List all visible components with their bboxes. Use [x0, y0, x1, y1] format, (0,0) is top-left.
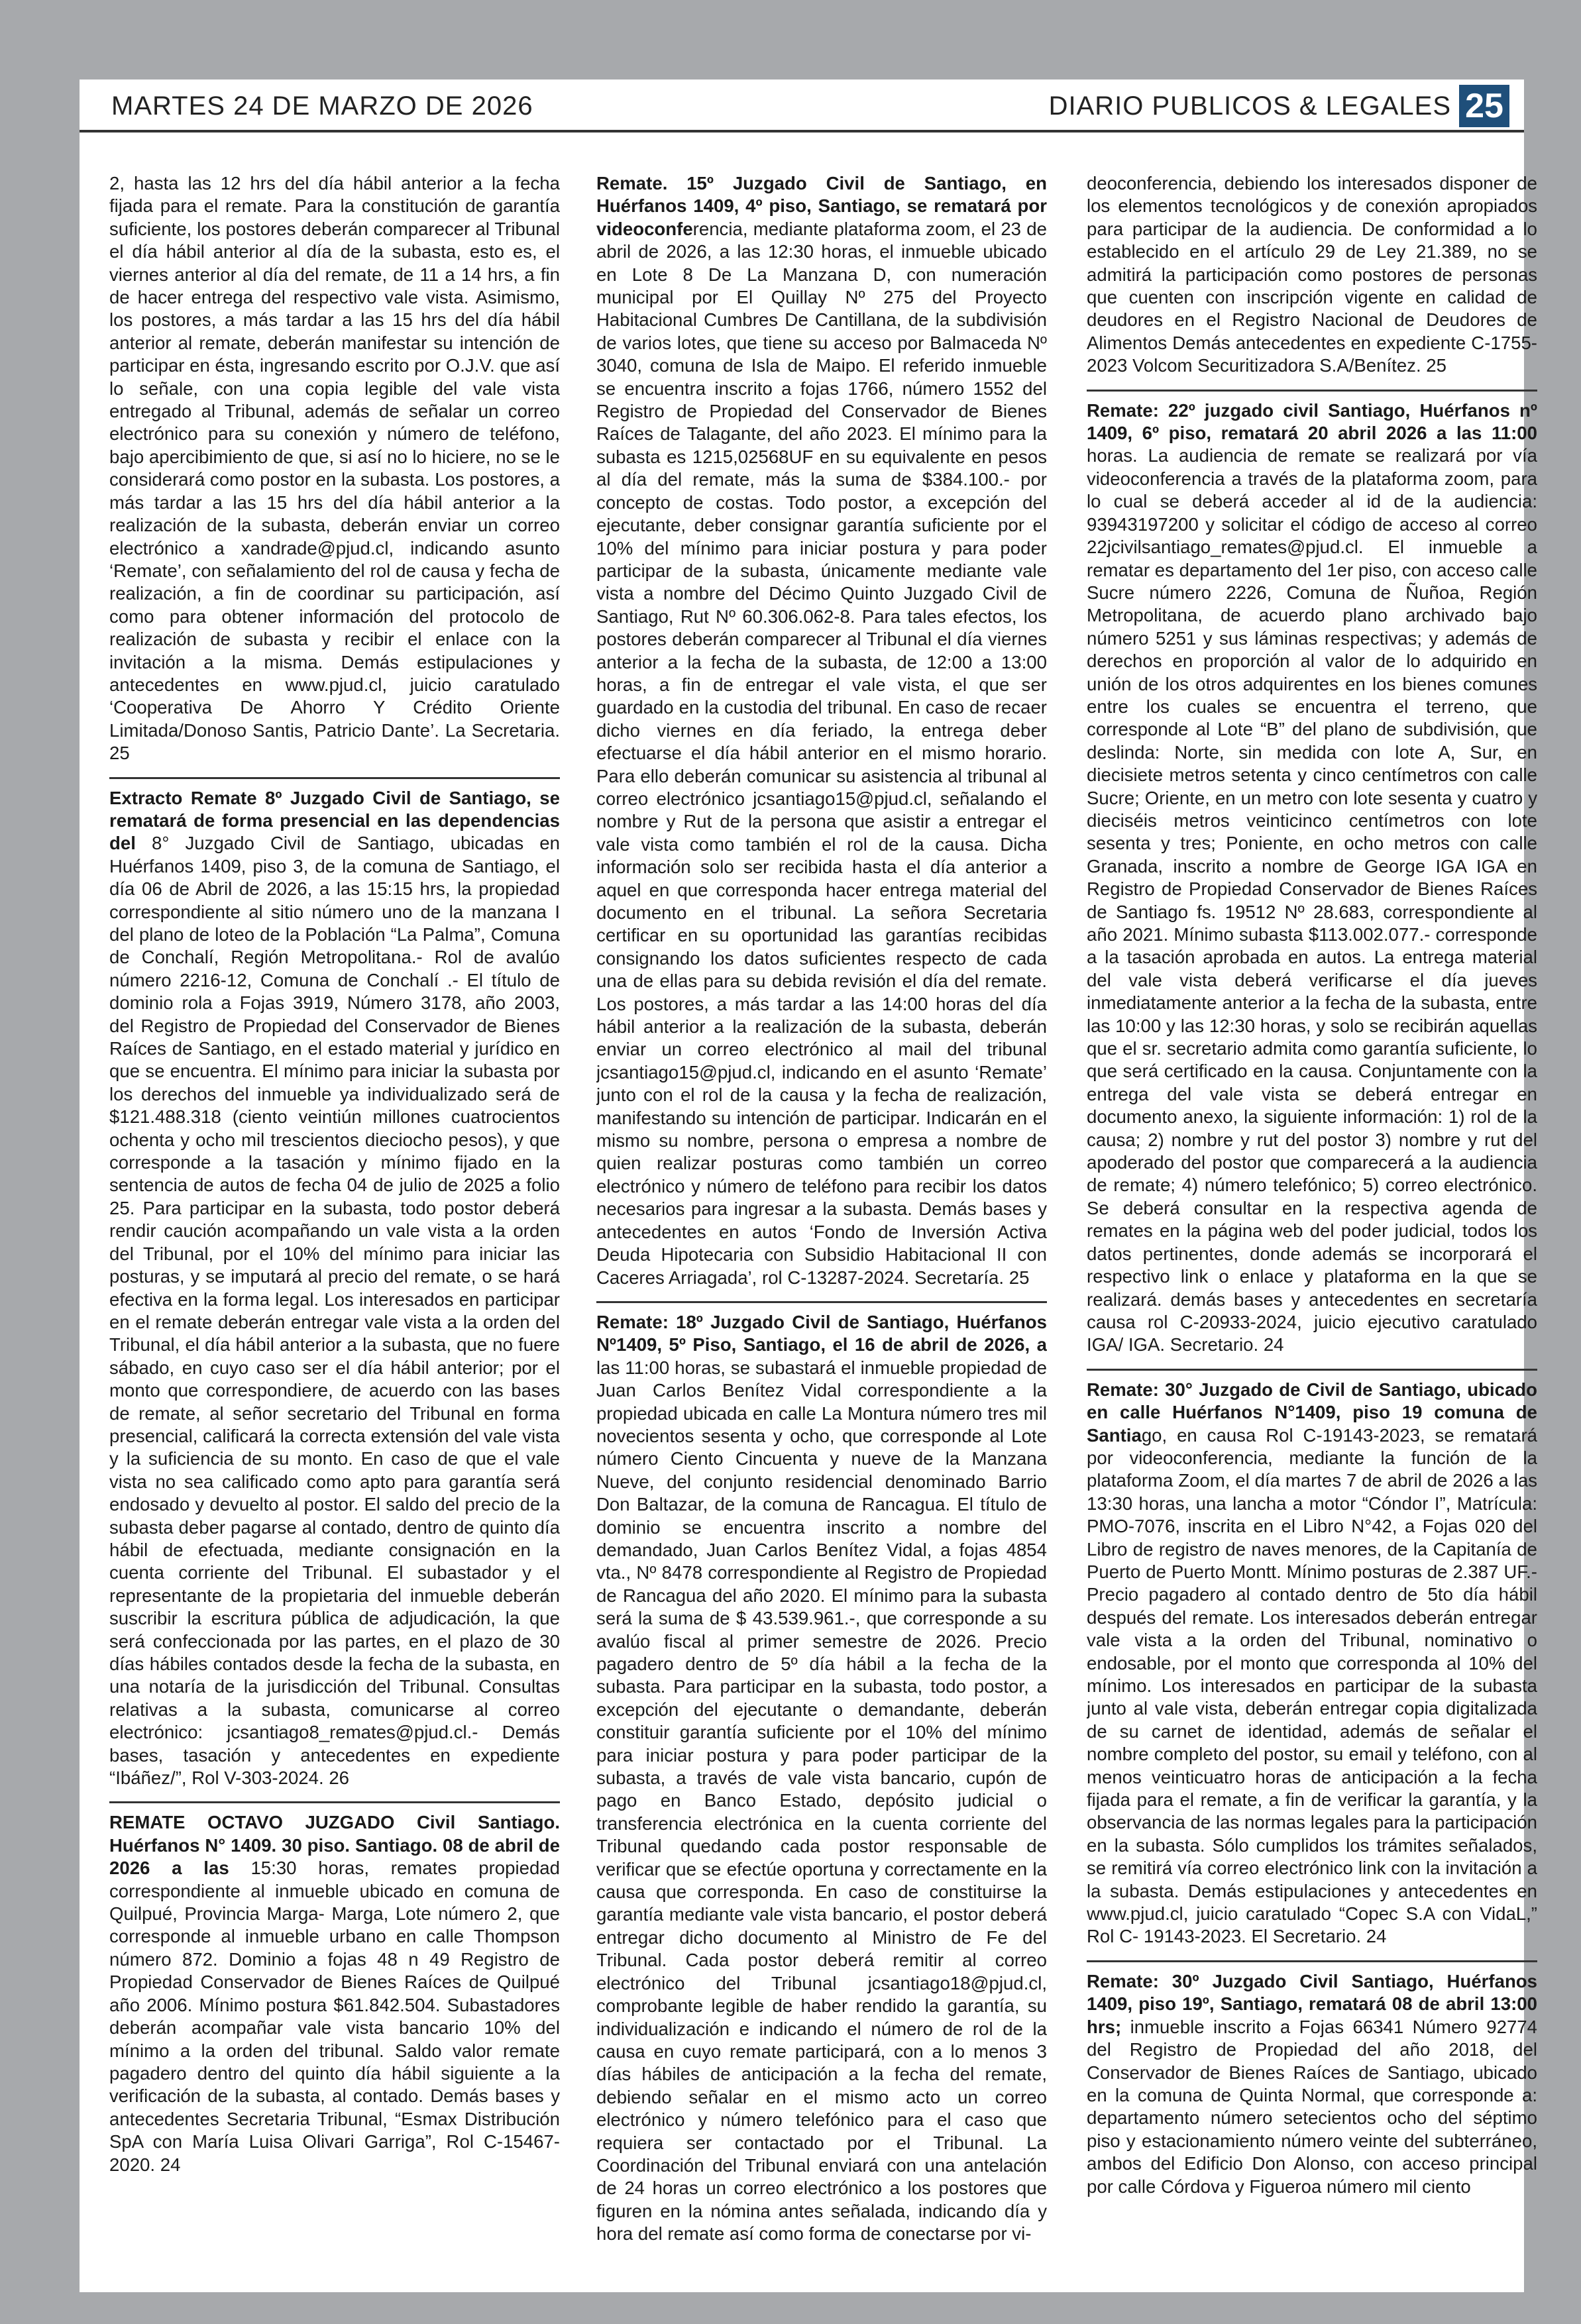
notice-8-juzgado-extracto: [109, 787, 560, 1790]
notice-body: deoconferencia, debiendo los interesados disponer de los elementos tecnológicos y de conexión apropiados para participar de la audiencia. De conformidad a lo establecido en el artículo 29 de Ley 21.389, no se admitirá la participación como postores de personas que cuenten con inscripción vigente en calidad de deudores en el Registro Nacional de Deudores de Alimentos Demás antecedentes en expediente C-1755-2023 Volcom Securitizadora S.A/Benítez. 25: [1087, 173, 1537, 376]
notice-body: 2, hasta las 12 hrs del día hábil anterior a la fecha fijada para el remate. Para la constitución de garantía suficiente, los postores deberán comparecer al Tribunal el día hábil anterior al día de la subasta, esto es, el viernes anterior al día del remate, de 11 a 14 hrs, a fin de hacer entrega del respectivo vale vista. Asimismo, los postores, a más tardar a las 15 hrs del día hábil anterior al remate, deberán manifestar su intención de participar en ésta, ingresando escrito por O.J.V. que así lo señale, con una copia legible del vale vista entregado al Tribunal, además de señalar un correo electrónico para su conexión y número de teléfono, bajo apercibimiento de que, si así no lo hiciere, no se le considerará como postor en la subasta. Los postores, a más tardar a las 15 hrs del día hábil anterior a la realización de la subasta, deberán enviar un correo electrónico a xandrade@pjud.cl, indicando asunto ‘Remate’, con señalamiento del rol de causa y fecha de realización, a fin de coordinar su participación, así como para obtener información del protocolo de realización de subasta y recibir el enlace con la invitación a la misma. Demás estipulaciones y antecedentes en www.pjud.cl, juicio caratulado ‘Cooperativa De Ahorro Y Crédito Oriente Limitada/Donoso Santis, Patricio Dante’. La Secretaria. 25: [109, 173, 560, 764]
publication-name: DIARIO PUBLICOS & LEGALES: [1048, 91, 1451, 121]
notice-body: las 11:00 horas, se subastará el inmueble propiedad de Juan Carlos Benítez Vidal correspondiente a la propiedad ubicada en calle La Montura número tres mil novecientos sesenta y ocho, que corresponde al Lote número Ciento Cincuenta y nueve de la Manzana Nueve, del conjunto residencial denominado Barrio Don Baltazar, de la comuna de Rancagua. El título de dominio se encuentra inscrito a nombre del demandado, Juan Carlos Benítez Vidal, a fojas 4854 vta., Nº 8478 correspondiente al Registro de Propiedad de Rancagua del año 2020. El mínimo para la subasta será la suma de $ 43.539.961.-, que corresponde a su avalúo fiscal al primer semestre de 2026. Precio pagadero dentro de 5º día hábil a la fecha de la subasta. Para participar en la subasta, todo postor, a excepción del ejecutante o demandante, deberán constituir garantía suficiente por el 10% del mínimo para iniciar postura y para poder participar de la subasta, a través de vale vista bancario, cupón de pago en Banco Estado, depósito judicial o transferencia electrónica en la cuenta corriente del Tribunal quedando cada postor responsable de verificar que se efectúe oportuna y correctamente en la causa que corresponda. En caso de constituirse la garantía mediante vale vista bancario, el postor deberá entregar dicho documento al Ministro de Fe del Tribunal. Cada postor deberá remitir al correo electrónico del Tribunal jcsantiago18@pjud.cl, comprobante legible de haber rendido la garantía, su individualización e indicando el número de rol de la causa en cuyo remate participará, con a lo menos 3 días hábiles de anticipación a la fecha del remate, debiendo señalar en el mismo acto un correo electrónico y número telefónico para el caso que requiera ser contactado por el Tribunal. La Coordinación del Tribunal enviará con una antelación de 24 horas un correo electrónico a los postores que figuren en la nómina antes señalada, indicando día y hora del remate así como forma de conectarse por vi-: [596, 1357, 1047, 2245]
notice-divider: [1087, 390, 1537, 392]
notice-divider: [1087, 1369, 1537, 1371]
notice-body: inmueble inscrito a Fojas 66341 Número 92774 del Registro de Propiedad del año 2018, del Conservador de Bienes Raíces de Santiago, ubicado en la comuna de Quinta Normal, que corresponde a: departamento número setecientos ocho del séptimo piso y estacionamiento número veinte del subterráneo, ambos del Edificio Don Alonso, con acceso principal por calle Córdova y Figueroa número mil ciento: [1087, 2016, 1537, 2197]
notice-heading: Remate: 30º Juzgado Civil Santiago, Huérfanos 1409, piso 19º, Santiago, rematará 08 de abril 13:00 hrs;: [1087, 1970, 1537, 2037]
column-1: [109, 172, 560, 2272]
notice-divider: [109, 1801, 560, 1803]
issue-date: MARTES 24 DE MARZO DE 2026: [111, 91, 533, 121]
notice-divider: [596, 1301, 1047, 1303]
notice-30-juzgado-lancha: [1087, 1379, 1537, 1948]
notice-body: go, en causa Rol C-19143-2023, se rematará por videoconferencia, mediante la función de la plataforma Zoom, el día martes 7 de abril de 2026 a las 13:30 horas, una lancha a motor “Cóndor I”, Matrícula: PMO-7076, inscrita en el Libro N°42, a Fojas 020 del Libro de registro de naves menores, de la Capitanía de Puerto de Puerto Montt. Mínimo posturas de 2.387 UF.- Precio pagadero al contado dentro de 5to día hábil después del remate. Los interesados deberán entregar vale vista a la orden del Tribunal, nominativo o endosable, por el monto que corresponda al 10% del mínimo. Los interesados en participar de la subasta junto al vale vista, deberán entregar copia digitalizada de su carnet de identidad, además de señalar el nombre completo del postor, su email y teléfono, con al menos veinticuatro horas de anticipación a la fecha fijada para el remate, a fin de verificar la garantía, y la observancia de las normas legales para la participación en la subasta. Sólo cumplidos los trámites señalados, se remitirá vía correo electrónico link con la invitación a la subasta. Demás estipulaciones y antecedentes en www.pjud.cl, juicio caratulado “Copec S.A con VidaL,” Rol C- 19143-2023. El Secretario. 24: [1087, 1424, 1537, 1947]
notice-continued-18: [1087, 172, 1537, 378]
notice-heading: Extracto Remate 8º Juzgado Civil de Santiago, se rematará de forma presencial en las dependencias del: [109, 787, 560, 854]
notice-octavo-juzgado: [109, 1811, 560, 2176]
notice-heading: Remate: 18º Juzgado Civil de Santiago, Huérfanos Nº1409, 5º Piso, Santiago, el 16 de abril de 2026, a: [596, 1311, 1047, 1355]
notice-body: horas. La audiencia de remate se realizará por vía videoconferencia a través de la plataforma zoom, para lo cual se deberá acceder al id de la audiencia: 93943197200 y solicitar el código de acceso al correo 22jcivilsantiago_remates@pjud.cl. El inmueble a rematar es departamento del 1er piso, con acceso calle Sucre número 2226, Comuna de Ñuñoa, Región Metropolitana, de acuerdo plano archivado bajo número 5251 y sus láminas respectivas; y además de derechos en proporción al valor de lo adquirido en unión de los otros adquirentes en los bienes comunes entre los cuales se encuentra el terreno, que corresponde al Lote “B” del plano de subdivisión, que deslinda: Norte, sin medida con lote A, Sur, en diecisiete metros setenta y cinco centímetros con calle Sucre; Oriente, en un metro con lote sesenta y cuatro y dieciséis metros veinticinco centímetros con lote sesenta y tres; Poniente, en ocho metros con calle Granada, inscrito a nombre de George IGA IGA en Registro de Propiedad Conservador de Bienes Raíces de Santiago fs. 19512 Nº 28.683, correspondiente al año 2021. Mínimo subasta $113.002.077.- corresponde a la tasación aprobada en autos. La entrega material del vale vista deberá verificarse el día jueves inmediatamente anterior a la fecha de la subasta, entre las 10:00 y las 12:30 horas, y solo se recibirán aquellas que el sr. secretario admita como garantía suficiente, lo que será certificado en la causa. Conjuntamente con la entrega del vale vista se deberá entregar en documento anexo, la siguiente información: 1) rol de la causa; 2) nombre y rut del postor 3) nombre y rut del apoderado del postor que comparecerá a la audiencia de remate; 4) número telefónico; 5) correo electrónico. Se deberá consultar en la respectiva agenda de remates en la página web del poder judicial, todos los datos pertinentes, donde además se incorporará el respectivo link o enlace y plataforma en la que se realizará. demás bases y antecedentes en secretaría causa rol C-20933-2024, juicio ejecutivo caratulado IGA/ IGA. Secretario. 24: [1087, 445, 1537, 1355]
notice-continued-1: [109, 172, 560, 765]
page-header: [80, 79, 1524, 132]
newspaper-page: [80, 79, 1537, 2292]
notice-15-juzgado: [596, 172, 1047, 1289]
notice-heading: Remate: 30° Juzgado de Civil de Santiago, ubicado en calle Huérfanos N°1409, piso 19 comuna de Santia: [1087, 1379, 1537, 1446]
column-2: [596, 172, 1047, 2272]
notice-body: 15:30 horas, remates propiedad correspondiente al inmueble ubicado en comuna de Quilpué, Provincia Marga- Marga, Lote número 2, que corresponde al inmueble urbano en calle Thompson número 872. Dominio a fojas 48 n 49 Registro de Propiedad Conservador de Bienes Raíces de Quilpué año 2006. Mínimo postura $61.842.504. Subastadores deberán acompañar vale vista bancario 10% del mínimo a la orden del tribunal. Saldo valor remate pagadero dentro del quinto día hábil siguiente a la verificación de la subasta, al contado. Demás bases y antecedentes Secretaria Tribunal, “Esmax Distribución SpA con María Luisa Olivari Garriga”, Rol C-15467- 2020. 24: [109, 1858, 560, 2175]
notice-body: rencia, mediante plataforma zoom, el 23 de abril de 2026, a las 12:30 horas, el inmueble ubicado en Lote 8 De La Manzana D, con numeración municipal por El Quillay Nº 275 del Proyecto Habitacional Cumbres De Cantillana, de la subdivisión de varios lotes, que tiene su acceso por Balmaceda Nº 3040, comuna de Isla de Maipo. El referido inmueble se encuentra inscrito a fojas 1766, número 1552 del Registro de Propiedad del Conservador de Bienes Raíces de Talagante, del año 2023. El mínimo para la subasta es 1215,02568UF en su equivalente en pesos al día del remate, más la suma de $384.100.- por concepto de costas. Todo postor, a excepción del ejecutante, deber consignar garantía suficiente por el 10% del mínimo para iniciar postura y para poder participar de la subasta, únicamente mediante vale vista a nombre del Décimo Quinto Juzgado Civil de Santiago, Rut Nº 60.306.062-8. Para tales efectos, los postores deberán comparecer al Tribunal el día viernes anterior a la fecha de la subasta, de 12:00 a 13:00 horas, a fin de entregar el vale vista, el que ser guardado en la custodia del tribunal. En caso de recaer dicho viernes en día feriado, la entrega deber efectuarse el día hábil anterior en el mismo horario. Para ello deberán comunicar su asistencia al tribunal al correo electrónico jcsantiago15@pjud.cl, señalando el nombre y Rut de la persona que asistir a entregar el vale vista como también el rol de la causa. Dicha información solo ser recibida hasta el día anterior a aquel en que corresponda hacer entrega material del documento en el tribunal. La señora Secretaria certificar en su oportunidad las garantías recibidas consignando los datos suficientes respecto de cada una de ellas para su debida revisión el día del remate. Los postores, a más tardar a las 14:00 horas del día hábil anterior a la realización de la subasta, deberán enviar un correo electrónico al mail del tribunal jcsantiago15@pjud.cl, indicando en el asunto ‘Remate’ junto con el rol de la causa y la fecha de realización, manifestando su intención de participar. Indicarán en el mismo su nombre, persona o empresa a nombre de quien realizar posturas como también un correo electrónico y número de teléfono para recibir los datos necesarios para ingresar a la subasta. Demás bases y antecedentes en autos ‘Fondo de Inversión Activa Deuda Hipotecaria con Subsidio Habitacional II con Caceres Arriagada’, rol C-13287-2024. Secretaría. 25: [596, 218, 1047, 1288]
notice-30-juzgado-inmueble: [1087, 1970, 1537, 2198]
column-3: [1087, 172, 1537, 2272]
notice-divider: [1087, 1960, 1537, 1962]
notice-22-juzgado: [1087, 399, 1537, 1357]
page-number: 25: [1459, 85, 1509, 127]
notice-heading: Remate. 15º Juzgado Civil de Santiago, en Huérfanos 1409, 4º piso, Santiago, se rematará por videoconfe: [596, 173, 1047, 239]
notice-18-juzgado: [596, 1311, 1047, 2246]
notice-body: 8° Juzgado Civil de Santiago, ubicadas en Huérfanos 1409, piso 3, de la comuna de Santiago, el día 06 de Abril de 2026, a las 15:15 hrs, la propiedad correspondiente al sitio número uno de la manzana I del plano de loteo de la Población “La Palma”, Comuna de Conchalí, Región Metropolitana.- Rol de avalúo número 2216-12, Comuna de Conchalí .- El título de dominio rola a Fojas 3919, Número 3178, año 2003, del Registro de Propiedad del Conservador de Bienes Raíces de Santiago, en el estado material y jurídico en que se encuentra. El mínimo para iniciar la subasta por los derechos del inmueble ya individualizado será de $121.488.318 (ciento veintiún millones cuatrocientos ochenta y ocho mil trescientos dieciocho pesos), y que corresponde a la tasación y mínimo fijado en la sentencia de autos de fecha 04 de julio de 2025 a folio 25. Para participar en la subasta, todo postor deberá rendir caución acompañando un vale vista a la orden del Tribunal, por el 10% del mínimo para iniciar las posturas, y se imputará al precio del remate, o se hará efectiva en la forma legal. Los interesados en participar en el remate deberán entregar vale vista a la orden del Tribunal, el día hábil anterior a la subasta, que no fuere sábado, en cuyo caso ser el día hábil anterior; por el monto que correspondiere, de acuerdo con las bases de remate, al señor secretario del Tribunal en forma presencial, calificará la correcta extensión del vale vista y la suficiencia de su monto. En caso de que el vale vista no sea calificado como apto para garantía será endosado y devuelto al postor. El saldo del precio de la subasta deber pagarse al contado, dentro de quinto día hábil de efectuada, mediante consignación en la cuenta corriente del Tribunal. El subastador y el representante de la propietaria del inmueble deberán suscribir la escritura pública de adjudicación, la que será confeccionada por las partes, en el plazo de 30 días hábiles contados desde la fecha de la subasta, en una notaría de la jurisdicción del Tribunal. Consultas relativas a la subasta, comunicarse al correo electrónico: jcsantiago8_remates@pjud.cl.- Demás bases, tasación y antecedentes en expediente “Ibáñez/”, Rol V-303-2024. 26: [109, 833, 560, 1789]
notice-divider: [109, 777, 560, 779]
notice-heading: REMATE OCTAVO JUZGADO Civil Santiago. Huérfanos N° 1409. 30 piso. Santiago. 08 de abril de 2026 a las: [109, 1812, 560, 1879]
notice-heading: Remate: 22º juzgado civil Santiago, Huérfanos nº 1409, 6º piso, rematará 20 abril 2026 a las 11:00: [1087, 399, 1537, 444]
